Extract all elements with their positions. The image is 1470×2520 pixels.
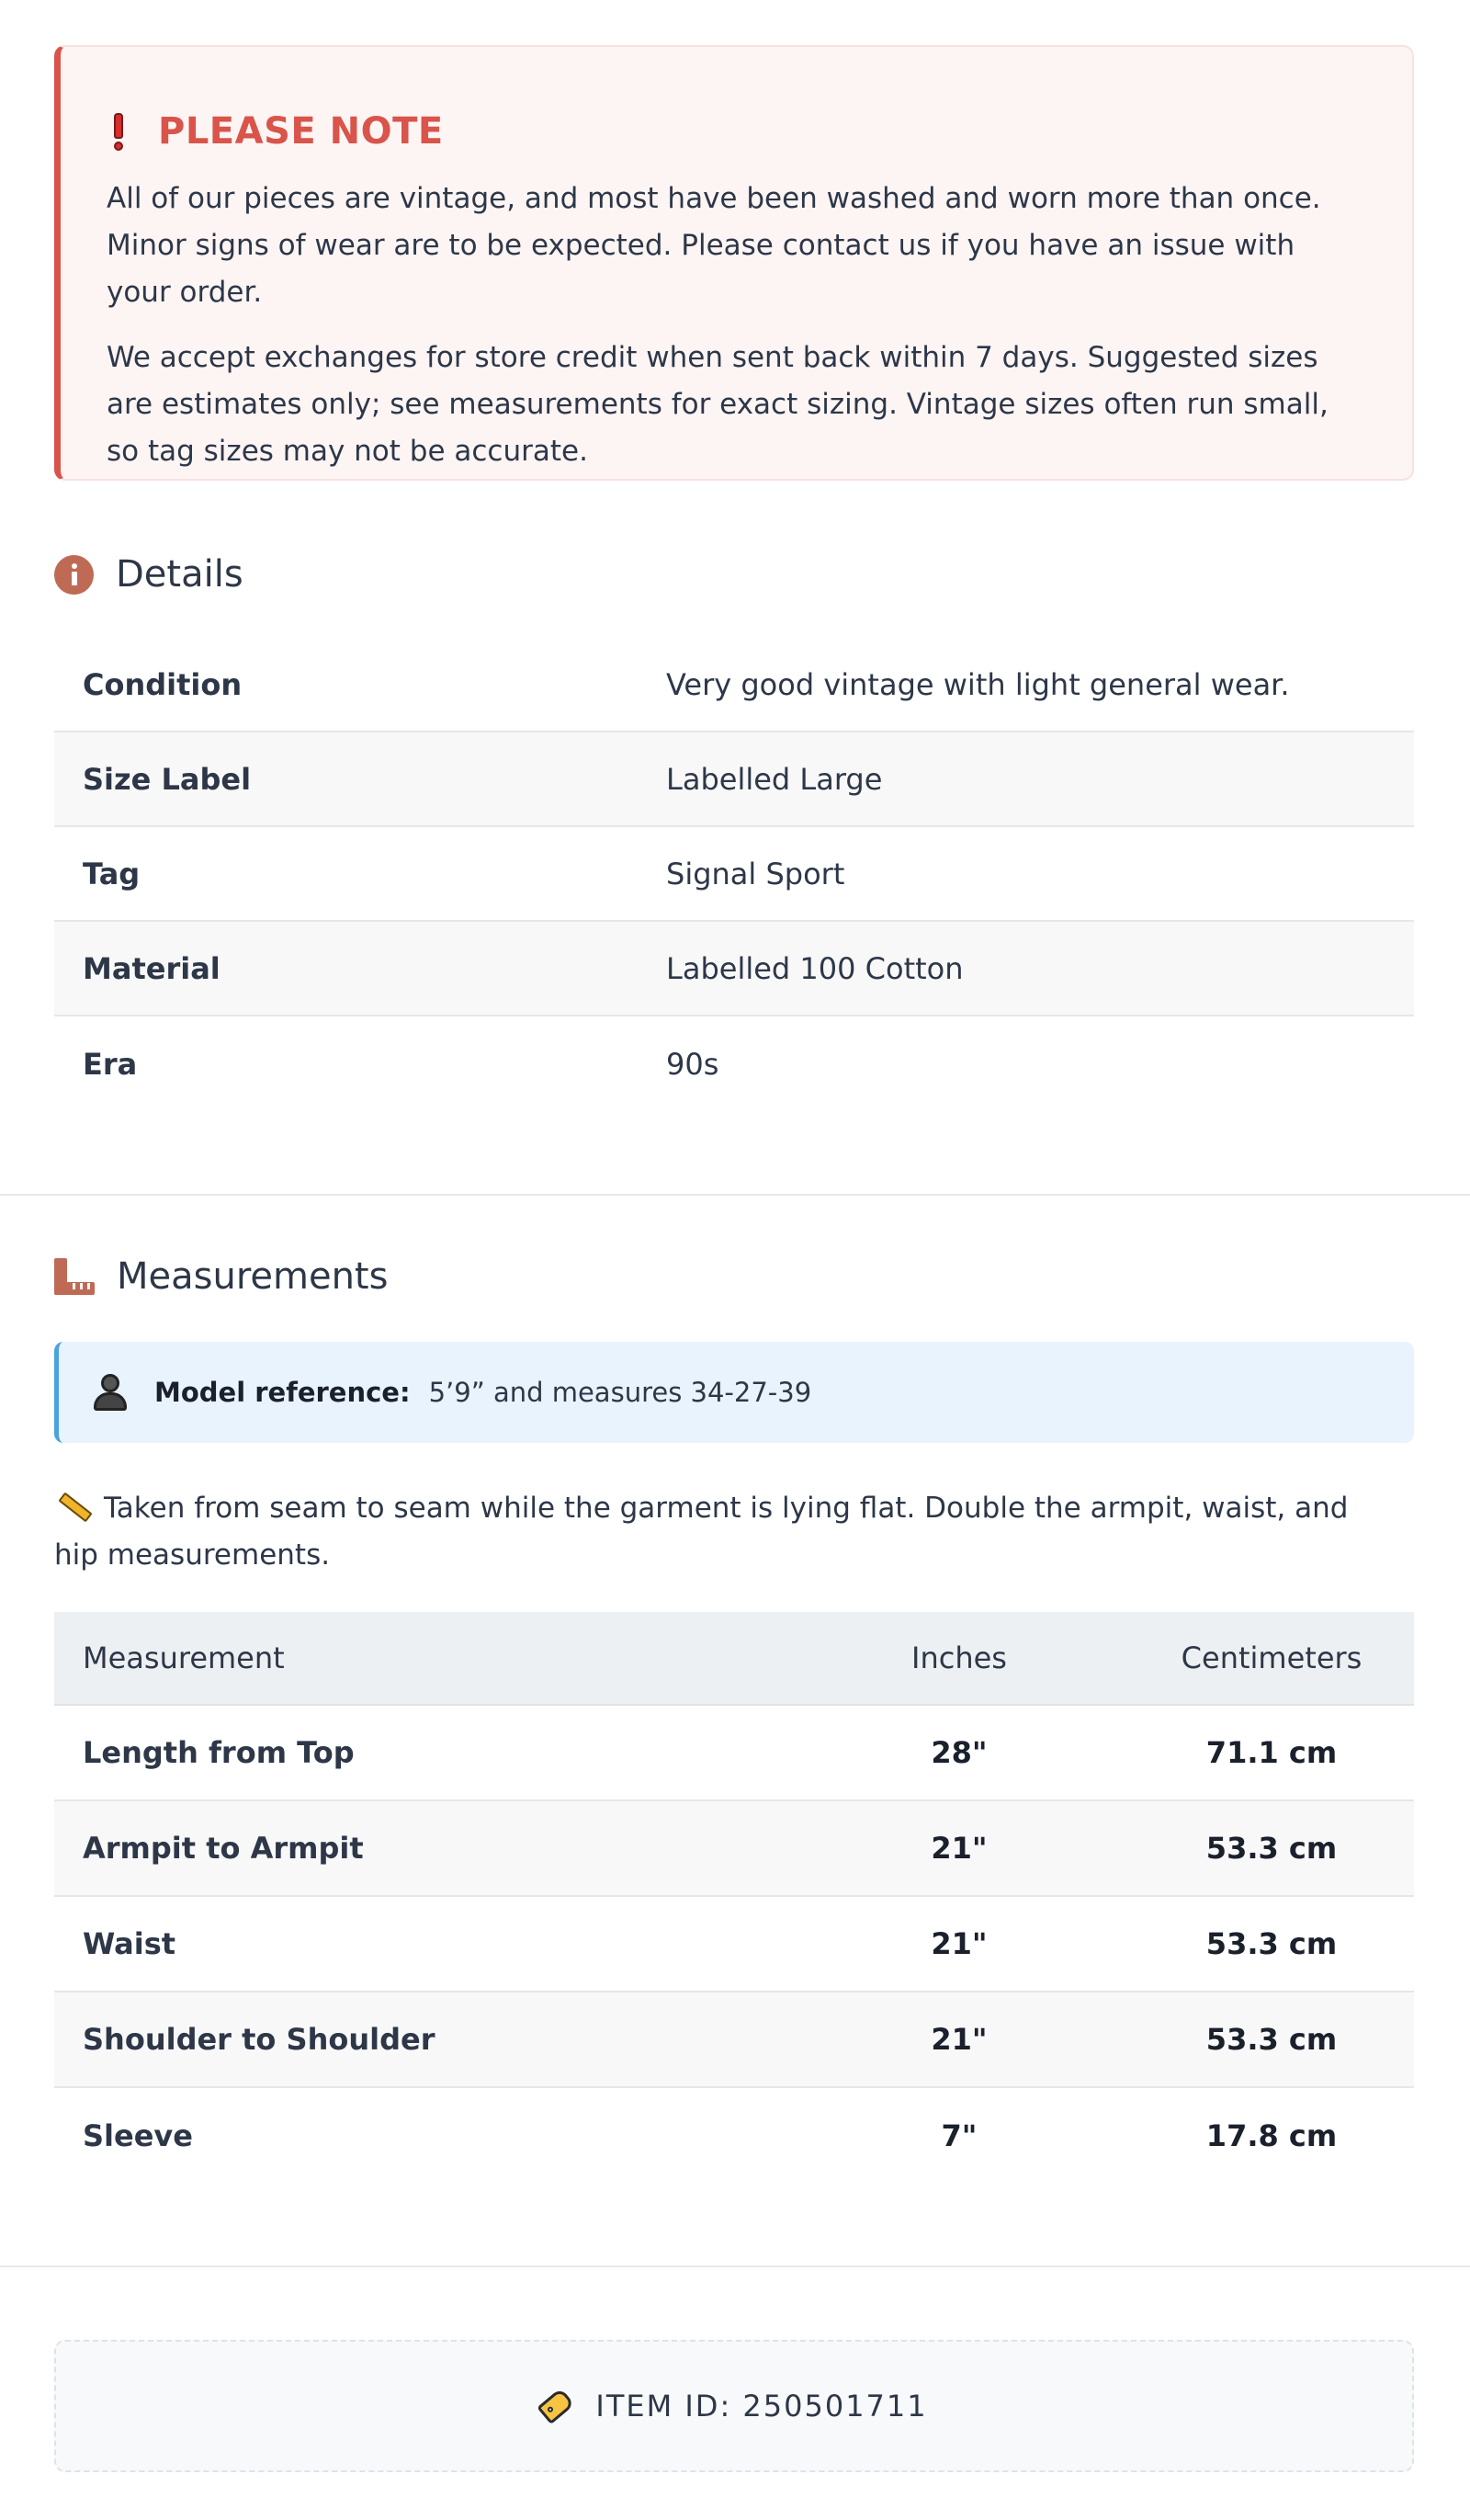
details-value: Signal Sport xyxy=(666,856,845,891)
person-icon xyxy=(94,1374,127,1411)
details-value: Labelled 100 Cotton xyxy=(666,950,964,986)
measurement-cm: 71.1 cm xyxy=(1205,1735,1338,1770)
details-title: Details xyxy=(116,553,243,596)
details-key: Tag xyxy=(83,856,141,891)
measurement-cm: 17.8 cm xyxy=(1205,2118,1338,2153)
please-note-box xyxy=(54,45,1414,481)
measurement-name: Armpit to Armpit xyxy=(83,1831,364,1866)
item-id-box xyxy=(54,2340,1414,2472)
table-row xyxy=(54,1992,1414,2088)
details-heading xyxy=(54,553,243,596)
pencil-icon xyxy=(58,1492,92,1522)
table-row xyxy=(54,2088,1414,2184)
table-row xyxy=(54,1801,1414,1897)
note-paragraph: We accept exchanges for store credit when sent back within 7 days. Suggested sizes are estimates only; see measurements for exact sizing. Vintage sizes often run small, so tag sizes may not be accurate. xyxy=(107,341,1329,468)
model-reference-label: Model reference: xyxy=(154,1377,411,1408)
note-header xyxy=(107,104,1366,159)
details-row-era xyxy=(54,1016,1414,1111)
exclamation-icon xyxy=(107,111,130,152)
table-row xyxy=(54,1897,1414,1992)
details-table xyxy=(54,638,1414,1111)
details-row-material xyxy=(54,922,1414,1016)
model-reference-box xyxy=(54,1342,1414,1443)
measurement-cm: 53.3 cm xyxy=(1205,1831,1338,1866)
table-header xyxy=(54,1612,1414,1706)
measurement-cm: 53.3 cm xyxy=(1205,2022,1338,2057)
details-value: 90s xyxy=(666,1046,719,1082)
details-key: Size Label xyxy=(83,761,252,797)
instructions-text: Taken from seam to seam while the garment is lying flat. Double the armpit, waist, and hip measurements. xyxy=(54,1492,1349,1572)
note-paragraph: All of our pieces are vintage, and most have been washed and worn more than once. Minor signs of wear are to be expected. Please contact us if you have an issue with your order. xyxy=(107,182,1321,309)
section-divider xyxy=(0,1194,1470,1196)
ruler-icon xyxy=(54,1258,95,1295)
item-id-text: ITEM ID: 250501711 xyxy=(595,2389,928,2424)
details-value: Very good vintage with light general wear. xyxy=(666,666,1290,702)
measurements-title: Measurements xyxy=(117,1255,389,1298)
section-divider xyxy=(0,2265,1470,2267)
measurement-name: Length from Top xyxy=(83,1735,355,1770)
details-key: Era xyxy=(83,1046,138,1082)
details-key: Condition xyxy=(83,666,243,702)
details-row-condition xyxy=(54,638,1414,732)
note-title: PLEASE NOTE xyxy=(158,110,444,153)
measurement-name: Shoulder to Shoulder xyxy=(83,2022,435,2057)
column-header-measurement: Measurement xyxy=(83,1640,285,1675)
table-row xyxy=(54,1706,1414,1801)
model-reference-value: 5’9” and measures 34-27-39 xyxy=(428,1377,812,1408)
measurement-inches: 7" xyxy=(941,2118,978,2153)
measurement-inches: 21" xyxy=(931,1831,988,1866)
measurement-name: Waist xyxy=(83,1926,176,1961)
details-key: Material xyxy=(83,950,220,986)
measurement-inches: 21" xyxy=(931,1926,988,1961)
measurement-inches: 21" xyxy=(931,2022,988,2057)
measurement-name: Sleeve xyxy=(83,2118,193,2153)
measurement-cm: 53.3 cm xyxy=(1205,1926,1338,1961)
measurement-instructions xyxy=(54,1485,1368,1579)
details-value: Labelled Large xyxy=(666,761,883,797)
tag-icon xyxy=(537,2388,575,2424)
measurements-heading xyxy=(54,1255,388,1298)
details-row-tag xyxy=(54,827,1414,922)
column-header-centimeters: Centimeters xyxy=(1181,1640,1363,1675)
measurements-table xyxy=(54,1612,1414,2184)
measurement-inches: 28" xyxy=(931,1735,988,1770)
info-icon xyxy=(54,555,94,595)
column-header-inches: Inches xyxy=(911,1640,1007,1675)
details-row-size-label xyxy=(54,732,1414,827)
